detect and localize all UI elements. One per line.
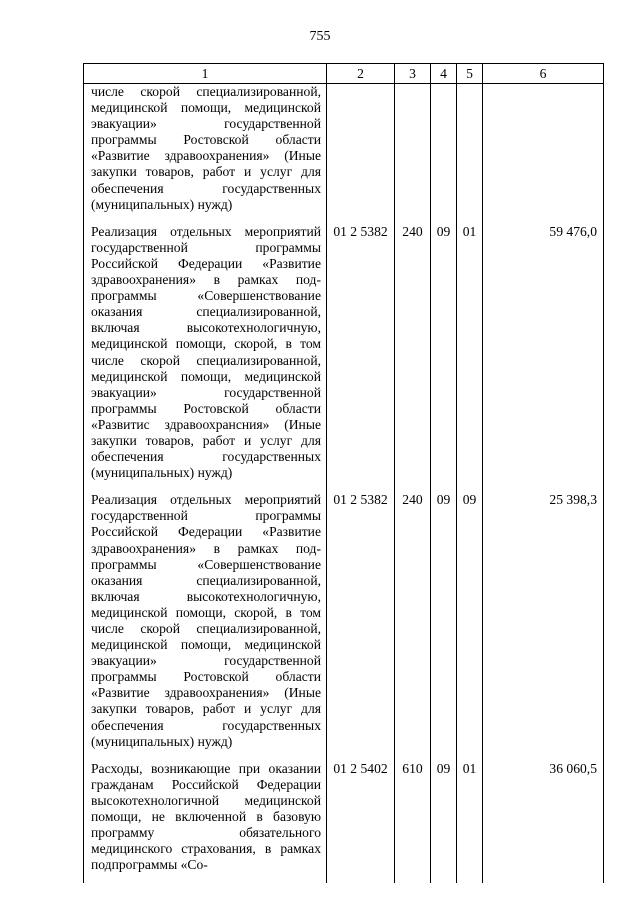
row-amount: 59 476,0 (483, 223, 604, 492)
row-subsection: 01 (457, 760, 483, 884)
row-subsection (457, 84, 483, 223)
column-header: 3 (395, 64, 431, 84)
row-expense-type: 240 (395, 491, 431, 760)
column-header: 4 (431, 64, 457, 84)
row-expense-type: 240 (395, 223, 431, 492)
table-header (84, 64, 604, 84)
row-description: Реализация отдельных мероприятий государственной программы Российской Федерации «Развитие здравоохранения» в рамках подпрограммы «Совершенствование оказания специализированной, включая высокотехнологичную, медицинской помощи, скорой, в том числе скорой специализированной, медицинской помощи, медицинской эвакуации» государственной программы Ростовской области «Развитие здравоохранения» (Иные закупки товаров, работ и услуг для обеспечения государственных (муниципальных) нужд) (84, 491, 327, 760)
row-section (431, 84, 457, 223)
row-description: Реализация отдельных мероприятий государственной программы Российской Федерации «Развитие здравоохранения» в рамках подпрограммы «Совершенствование оказания специализированной, включая высокотехнологичную, медицинской помощи, скорой, в том числе скорой специализированной, медицинской помощи, медицинской эвакуации» государственной программы Ростовской области «Развитис здравоохрансния» (Иные закупки товаров, работ и услуг для обеспечения государственных (муниципальных) нужд) (84, 223, 327, 492)
row-subsection: 01 (457, 223, 483, 492)
row-section: 09 (431, 760, 457, 884)
row-amount: 36 060,5 (483, 760, 604, 884)
row-subsection: 09 (457, 491, 483, 760)
row-expense-type: 610 (395, 760, 431, 884)
row-section: 09 (431, 223, 457, 492)
row-target-code: 01 2 5382 (327, 491, 395, 760)
column-header: 1 (84, 64, 327, 84)
row-description: числе скорой специализированной, медицинской помощи, медицинской эвакуации» государственной программы Ростовской области «Развитие здравоохранения» (Иные закупки товаров, работ и услуг для обеспечения государственных (муниципальных) нужд) (84, 84, 327, 223)
page-number: 755 (309, 29, 331, 44)
table-row (84, 760, 604, 884)
column-header: 6 (483, 64, 604, 84)
row-target-code: 01 2 5402 (327, 760, 395, 884)
column-header: 2 (327, 64, 395, 84)
table-row (84, 84, 604, 223)
row-target-code: 01 2 5382 (327, 223, 395, 492)
table-row (84, 223, 604, 492)
row-amount: 25 398,3 (483, 491, 604, 760)
budget-table (83, 63, 604, 883)
row-expense-type (395, 84, 431, 223)
row-description: Расходы, возникающие при оказании гражданам Российской Федерации высокотехнологичной медицинской помощи, не включенной в базовую программу обязательного медицинского страхования, в рамках подпрограммы «Со- (84, 760, 327, 884)
row-amount (483, 84, 604, 223)
row-section: 09 (431, 491, 457, 760)
table-row (84, 491, 604, 760)
column-header: 5 (457, 64, 483, 84)
row-target-code (327, 84, 395, 223)
